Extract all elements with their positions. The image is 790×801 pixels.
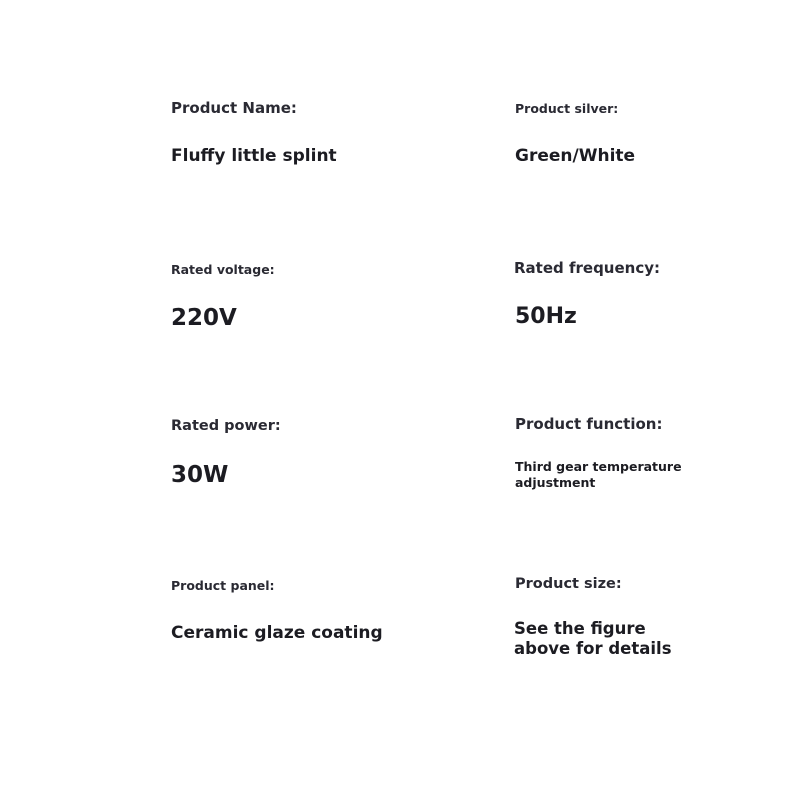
rated-voltage-label: Rated voltage: [171, 262, 275, 277]
rated-power-label: Rated power: [171, 418, 281, 434]
product-function-value-line-1: Third gear temperature [515, 459, 682, 474]
product-panel-label: Product panel: [171, 578, 275, 593]
product-panel-value: Ceramic glaze coating [171, 623, 383, 643]
product-size-value-line-1: See the figure [514, 619, 646, 638]
product-function-label: Product function: [515, 415, 663, 433]
product-function-value-line-2: adjustment [515, 475, 596, 490]
rated-frequency-value: 50Hz [515, 304, 577, 329]
product-size-value-line-2: above for details [514, 639, 672, 658]
product-silver-label: Product silver: [515, 101, 619, 116]
product-name-value: Fluffy little splint [171, 146, 337, 166]
product-silver-value: Green/White [515, 146, 636, 166]
rated-frequency-label: Rated frequency: [514, 259, 661, 277]
product-name-label: Product Name: [171, 99, 297, 117]
product-size-label: Product size: [515, 576, 622, 592]
rated-voltage-value: 220V [171, 305, 237, 331]
rated-power-value: 30W [171, 462, 229, 488]
